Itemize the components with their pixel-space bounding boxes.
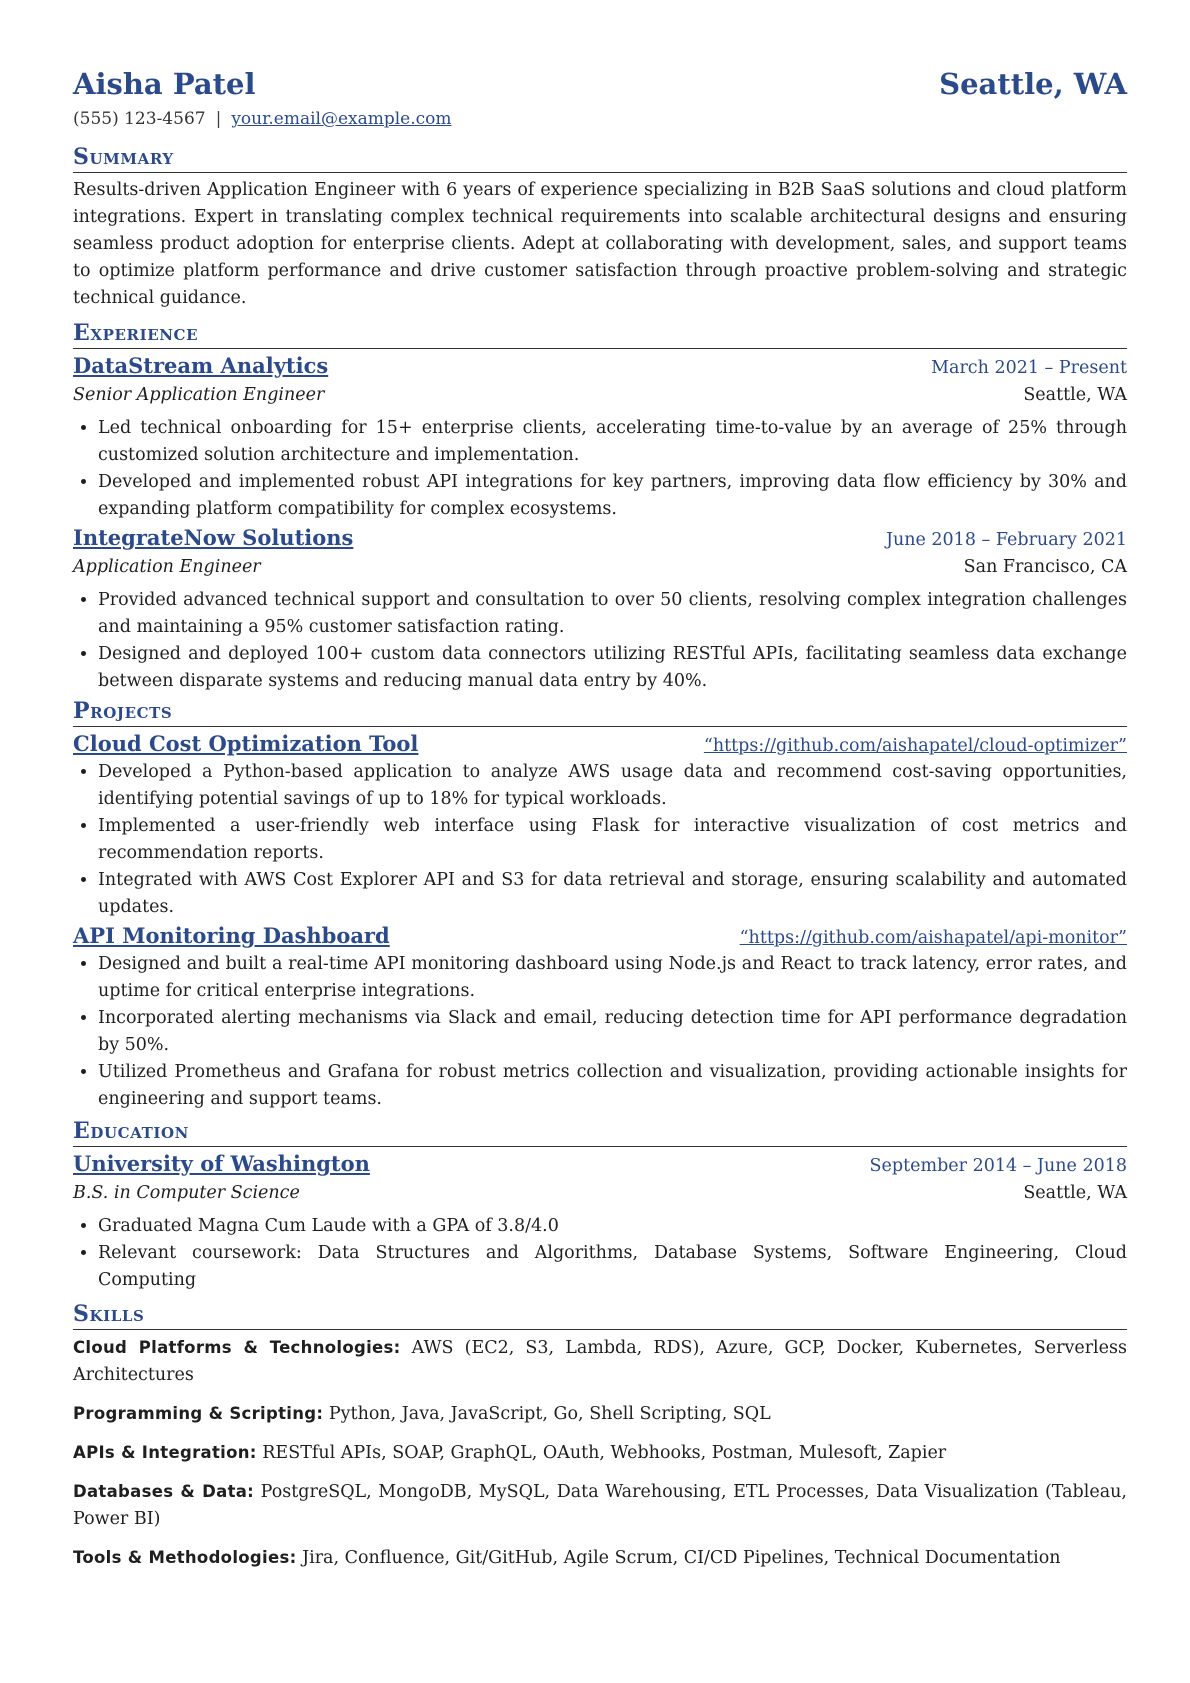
job-dates: March 2021 – Present (931, 358, 1127, 378)
education-section (73, 1117, 1127, 1294)
contact-separator: | (215, 109, 222, 129)
education-heading: Education (73, 1117, 1127, 1147)
experience-heading: Experience (73, 319, 1127, 349)
summary-section (73, 143, 1127, 312)
skill-label: APIs & Integration: (73, 1443, 257, 1462)
education-location: Seattle, WA (1023, 1183, 1127, 1203)
list-item: • Graduated Magna Cum Laude with a GPA of 3.8/4.0 (98, 1213, 1127, 1240)
list-item: • Integrated with AWS Cost Explorer API and S3 for data retrieval and storage, ensuring scalability and automated updates. (98, 867, 1127, 921)
list-item: • Developed and implemented robust API integrations for key partners, improving data flow efficiency by 30% and expanding platform compatibility for complex ecosystems. (98, 469, 1127, 523)
job-location: San Francisco, CA (963, 557, 1127, 577)
job-location: Seattle, WA (1023, 385, 1127, 405)
project-url-link[interactable]: “https://github.com/aishapatel/api-monitor” (739, 928, 1127, 948)
resume-page (73, 64, 1127, 1572)
company-link[interactable]: DataStream Analytics (73, 353, 329, 378)
projects-section (73, 697, 1127, 1113)
list-item: • Incorporated alerting mechanisms via Slack and email, reducing detection time for API performance degradation by 50%. (98, 1005, 1127, 1059)
job-role: Senior Application Engineer (73, 385, 325, 405)
summary-text: Results-driven Application Engineer with 6 years of experience specializing in B2B SaaS solutions and cloud platform integrations. Expert in translating complex technical requirements into scalable architectural designs and ensuring seamless product adoption for enterprise clients. Adept at collaborating with development, sales, and support teams to optimize platform performance and drive customer satisfaction through proactive problem-solving and strategic technical guidance. (73, 180, 1127, 308)
list-item: • Relevant coursework: Data Structures and Algorithms, Database Systems, Software Engineering, Cloud Computing (98, 1240, 1127, 1294)
job-entry (73, 351, 1127, 523)
project-entry (73, 729, 1127, 921)
list-item: • Utilized Prometheus and Grafana for robust metrics collection and visualization, providing actionable insights for engineering and support teams. (98, 1059, 1127, 1113)
skill-label: Cloud Platforms & Technologies: (73, 1338, 401, 1357)
project-bullets (73, 951, 1127, 1113)
project-title-link[interactable]: API Monitoring Dashboard (73, 923, 390, 948)
job-dates: June 2018 – February 2021 (885, 530, 1127, 550)
company-link[interactable]: IntegrateNow Solutions (73, 525, 354, 550)
job-bullets (73, 587, 1127, 695)
projects-heading: Projects (73, 697, 1127, 727)
list-item: • Designed and deployed 100+ custom data connectors utilizing RESTful APIs, facilitating seamless data exchange between disparate systems and reducing manual data entry by 40%. (98, 641, 1127, 695)
skill-line (73, 1334, 1127, 1389)
skill-value: Python, Java, JavaScript, Go, Shell Scripting, SQL (328, 1404, 771, 1424)
skill-line (73, 1439, 1127, 1467)
candidate-location: Seattle, WA (939, 67, 1127, 101)
education-dates: September 2014 – June 2018 (869, 1156, 1127, 1176)
job-entry (73, 523, 1127, 695)
skill-label: Tools & Methodologies: (73, 1548, 297, 1567)
project-entry (73, 921, 1127, 1113)
job-bullets (73, 415, 1127, 523)
email-link[interactable]: your.email@example.com (231, 109, 452, 129)
school-link[interactable]: University of Washington (73, 1151, 370, 1176)
resume-header (73, 64, 1127, 104)
list-item: • Led technical onboarding for 15+ enterprise clients, accelerating time-to-value by an average of 25% through customized solution architecture and implementation. (98, 415, 1127, 469)
skills-section (73, 1300, 1127, 1572)
contact-line (73, 107, 1127, 131)
list-item: • Provided advanced technical support and consultation to over 50 clients, resolving complex integration challenges and maintaining a 95% customer satisfaction rating. (98, 587, 1127, 641)
education-bullets (73, 1213, 1127, 1294)
skill-value: PostgreSQL, MongoDB, MySQL, Data Warehousing, ETL Processes, Data Visualization (Tableau, Power BI) (73, 1482, 1127, 1529)
skill-value: Jira, Confluence, Git/GitHub, Agile Scrum, CI/CD Pipelines, Technical Documentation (302, 1548, 1061, 1568)
phone-number: (555) 123-4567 (73, 109, 206, 129)
candidate-name: Aisha Patel (73, 67, 256, 101)
skill-label: Databases & Data: (73, 1482, 255, 1501)
summary-heading: Summary (73, 143, 1127, 173)
skill-label: Programming & Scripting: (73, 1404, 324, 1423)
list-item: • Designed and built a real-time API monitoring dashboard using Node.js and React to track latency, error rates, and uptime for critical enterprise integrations. (98, 951, 1127, 1005)
job-role: Application Engineer (73, 557, 261, 577)
experience-section (73, 319, 1127, 695)
skill-value: RESTful APIs, SOAP, GraphQL, OAuth, Webhooks, Postman, Mulesoft, Zapier (262, 1443, 947, 1463)
skill-line (73, 1544, 1127, 1572)
project-bullets (73, 759, 1127, 921)
skill-value: AWS (EC2, S3, Lambda, RDS), Azure, GCP, Docker, Kubernetes, Serverless Architectures (73, 1338, 1127, 1385)
list-item: • Implemented a user-friendly web interface using Flask for interactive visualization of cost metrics and recommendation reports. (98, 813, 1127, 867)
skills-heading: Skills (73, 1300, 1127, 1330)
list-item: • Developed a Python-based application to analyze AWS usage data and recommend cost-saving opportunities, identifying potential savings of up to 18% for typical workloads. (98, 759, 1127, 813)
project-url-link[interactable]: “https://github.com/aishapatel/cloud-optimizer” (703, 736, 1127, 756)
degree: B.S. in Computer Science (73, 1183, 300, 1203)
skill-line (73, 1400, 1127, 1428)
project-title-link[interactable]: Cloud Cost Optimization Tool (73, 731, 419, 756)
skill-line (73, 1478, 1127, 1533)
